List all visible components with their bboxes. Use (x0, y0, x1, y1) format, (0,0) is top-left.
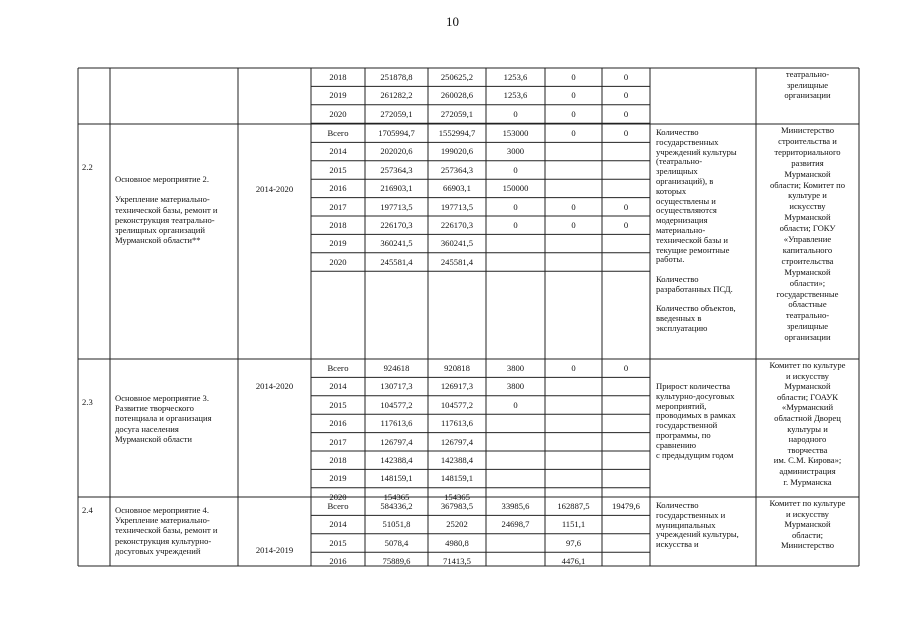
indicator-line: муниципальных (656, 519, 716, 530)
executor-line: г. Мурманска (783, 476, 832, 487)
value-cell: 0 (571, 201, 576, 212)
value-cell: 924618 (383, 363, 410, 373)
indicator-line: сравнению (656, 439, 697, 450)
executor-line: культуре и (788, 190, 827, 201)
executor-line: Комитет по культуре (769, 498, 846, 508)
year-cell: Всего (327, 501, 349, 511)
value-cell: 245581,4 (380, 256, 413, 267)
value-cell: 260028,6 (440, 90, 474, 101)
value-cell: 1253,6 (503, 72, 528, 82)
executor-line: организации (784, 90, 831, 101)
indicator-line: Прирост количества (656, 381, 731, 391)
executor-line: области; ГОКУ (779, 223, 836, 234)
executor-line: областной Дворец (774, 413, 841, 423)
value-cell: 0 (513, 399, 518, 410)
executor-line: территориального (774, 146, 841, 157)
year-cell: Всего (327, 128, 349, 138)
indicator-line: государственных и (656, 509, 726, 520)
executor-line: и искусству (786, 508, 829, 519)
value-cell: 104577,2 (440, 399, 474, 410)
value-cell: 202020,6 (380, 146, 413, 157)
executor-line: Министерство (781, 125, 834, 135)
indicator-line: мероприятий, (656, 400, 707, 411)
value-cell: 0 (571, 72, 576, 82)
value-cell: 4476,1 (561, 556, 586, 567)
indicator-line: осуществляются (656, 205, 717, 216)
value-cell: 71413,5 (443, 556, 471, 567)
year-cell: 2020 (329, 256, 347, 267)
value-cell: 0 (513, 220, 518, 230)
page-number: 10 (446, 14, 459, 29)
value-cell: 0 (623, 363, 629, 373)
value-cell: 154365 (383, 491, 410, 502)
measure-name-line: Мурманской области (115, 433, 193, 444)
value-cell: 0 (623, 72, 629, 82)
value-cell: 360241,5 (380, 238, 413, 249)
year-cell: 2017 (329, 436, 347, 447)
executor-line: Министерство (781, 540, 834, 551)
executor-line: творчества (787, 444, 828, 455)
measure-name-line: Основное мероприятие 2. (115, 174, 209, 184)
value-cell: 272059,1 (380, 108, 413, 119)
value-cell: 24698,7 (501, 519, 530, 530)
indicator-line: Количество (656, 127, 699, 137)
value-cell: 148159,1 (440, 473, 474, 484)
value-cell: 0 (623, 128, 629, 138)
executor-line: и искусству (786, 370, 829, 381)
measure-name-line: досуговых учреждений (115, 545, 201, 556)
executor-line: организации (784, 332, 831, 343)
year-cell: 2015 (329, 164, 347, 175)
indicator-line: материально- (656, 225, 706, 235)
value-cell: 272059,1 (440, 108, 474, 119)
indicator-line: организаций), в (656, 176, 714, 186)
value-cell: 142388,4 (440, 455, 474, 465)
row-number: 2.2 (82, 162, 93, 172)
value-cell: 162887,5 (557, 501, 590, 511)
value-cell: 197713,5 (380, 201, 413, 212)
measure-name-line: Развитие творческого (115, 403, 194, 414)
measure-name-line: Мурманской области** (115, 235, 201, 246)
value-cell: 250625,2 (440, 72, 474, 82)
indicator-line: модернизация (656, 215, 708, 226)
measure-name-line: Основное мероприятие 4. (115, 505, 209, 515)
value-cell: 126797,4 (380, 436, 413, 447)
value-cell: 126917,3 (440, 381, 474, 392)
year-cell: 2017 (329, 201, 347, 212)
indicator-line: текущие ремонтные (656, 244, 730, 255)
value-cell: 261282,2 (380, 90, 413, 101)
value-cell: 197713,5 (440, 201, 474, 212)
value-cell: 33985,6 (501, 501, 530, 511)
period: 2014-2019 (255, 545, 294, 555)
value-cell: 0 (513, 201, 518, 212)
value-cell: 154365 (444, 491, 470, 502)
value-cell: 584336,2 (380, 501, 413, 511)
row-number: 2.3 (82, 397, 93, 407)
value-cell: 117613,6 (380, 418, 413, 429)
executor-line: государственные (776, 288, 839, 299)
value-cell: 0 (623, 201, 629, 212)
year-cell: 2019 (329, 238, 347, 249)
executor-line: народного (788, 434, 827, 445)
measure-name-line: Укрепление материально- (115, 515, 210, 526)
value-cell: 0 (571, 128, 576, 138)
value-cell: 4980,8 (445, 537, 469, 548)
executor-line: зрелищные (786, 79, 829, 90)
period: 2014-2020 (255, 184, 294, 194)
value-cell: 257364,3 (380, 164, 413, 175)
row-number: 2.4 (82, 505, 93, 515)
indicator-line: искусства и (656, 539, 699, 550)
measure-name-line: технической базы, ремонт и (115, 525, 218, 536)
executor-line: капитального (782, 244, 833, 255)
indicator-line: Количество (656, 500, 699, 510)
executor-line: Мурманской (784, 381, 831, 392)
executor-line: зрелищные (786, 321, 829, 332)
indicator-line: культурно-досуговых (656, 390, 735, 401)
value-cell: 257364,3 (440, 164, 474, 175)
value-cell: 226170,3 (440, 220, 474, 230)
indicator-line: учреждений культуры (656, 146, 737, 157)
value-cell: 251878,8 (380, 72, 413, 82)
value-cell: 150000 (502, 183, 529, 194)
executor-line: строительства и (778, 135, 837, 146)
value-cell: 3000 (506, 146, 525, 157)
executor-line: области; Комитет по (769, 179, 846, 190)
value-cell: 1552994,7 (438, 128, 476, 138)
executor-line: Мурманской (784, 266, 831, 277)
value-cell: 0 (513, 108, 518, 119)
value-cell: 245581,4 (440, 256, 474, 267)
executor-line: области»; (789, 277, 826, 288)
year-cell: 2019 (329, 473, 347, 484)
executor-line: театрально- (785, 69, 830, 79)
indicator-line: проводимых в рамках (656, 410, 736, 421)
value-cell: 3800 (506, 363, 525, 373)
executor-line: строительства (781, 255, 834, 266)
year-cell: 2019 (329, 90, 347, 101)
value-cell: 142388,4 (380, 455, 413, 465)
executor-line: Мурманской (784, 519, 831, 530)
executor-line: искусству (789, 201, 826, 212)
measure-name-line: Основное мероприятие 3. (115, 393, 209, 403)
value-cell: 360241,5 (440, 238, 474, 249)
indicator-line: введенных в (656, 313, 702, 324)
measure-name-line: досуга населения (115, 423, 179, 434)
measure-name-line: потенциала и организация (115, 413, 212, 424)
executor-line: культуры и (787, 423, 828, 434)
value-cell: 0 (571, 108, 576, 119)
year-cell: 2016 (329, 183, 347, 194)
indicator-line: разработанных ПСД. (656, 283, 733, 294)
value-cell: 126797,4 (440, 436, 474, 447)
value-cell: 1253,6 (503, 90, 528, 101)
indicator-line: государственной (656, 420, 718, 431)
value-cell: 199020,6 (440, 146, 474, 157)
indicator-line: эксплуатацию (656, 323, 708, 333)
indicator-line: которых (656, 185, 687, 196)
value-cell: 367983,5 (440, 501, 474, 511)
value-cell: 0 (513, 164, 518, 175)
value-cell: 1705994,7 (378, 128, 415, 138)
value-cell: 920818 (444, 363, 470, 373)
year-cell: 2014 (329, 519, 347, 530)
year-cell: 2016 (329, 556, 347, 567)
executor-line: театрально- (785, 310, 830, 321)
value-cell: 104577,2 (380, 399, 413, 410)
value-cell: 130717,3 (380, 381, 413, 392)
indicator-line: Количество объектов, (656, 303, 736, 314)
year-cell: 2018 (329, 220, 347, 230)
value-cell: 3800 (506, 381, 525, 392)
executor-line: Мурманской (784, 168, 831, 179)
value-cell: 51051,8 (382, 519, 411, 530)
measure-name-line: реконструкция культурно- (115, 535, 212, 546)
year-cell: 2014 (329, 146, 347, 157)
year-cell: 2015 (329, 537, 347, 548)
value-cell: 25202 (446, 519, 468, 530)
value-cell: 226170,3 (380, 220, 413, 230)
executor-line: Комитет по культуре (769, 360, 846, 370)
executor-line: области; ГОАУК (776, 391, 839, 402)
indicator-line: работы. (656, 254, 685, 265)
value-cell: 19479,6 (612, 501, 640, 511)
year-cell: 2020 (329, 491, 347, 502)
measure-name-line: технической базы, ремонт и (115, 204, 218, 215)
value-cell: 0 (623, 108, 629, 119)
executor-line: области; (791, 529, 824, 540)
value-cell: 0 (571, 363, 576, 373)
value-cell: 216903,1 (380, 183, 413, 194)
measure-name-line: зрелищных организаций (115, 225, 205, 235)
indicator-line: технической базы и (656, 234, 729, 245)
value-cell: 75889,6 (382, 556, 411, 567)
executor-line: областные (788, 299, 827, 310)
indicator-line: с предыдущим годом (656, 449, 734, 460)
indicator-line: (театрально- (656, 156, 703, 167)
measure-name-line: реконструкция театрально- (115, 214, 215, 225)
year-cell: 2014 (329, 381, 347, 392)
executor-line: «Мурманский (781, 402, 834, 413)
value-cell: 97,6 (565, 537, 582, 548)
year-cell: 2020 (329, 108, 347, 119)
executor-line: «Управление (783, 234, 832, 244)
year-cell: 2018 (329, 72, 347, 82)
value-cell: 66903,1 (443, 183, 471, 194)
value-cell: 0 (623, 220, 629, 230)
executor-line: Мурманской (784, 212, 831, 223)
year-cell: 2018 (329, 455, 347, 465)
value-cell: 0 (623, 90, 629, 101)
year-cell: 2015 (329, 399, 347, 410)
indicator-line: Количество (656, 274, 699, 284)
value-cell: 5078,4 (384, 537, 409, 548)
indicator-line: программы, по (656, 430, 711, 440)
executor-line: развития (791, 157, 824, 168)
executor-line: им. С.М. Кирова»; (773, 455, 842, 466)
indicator-line: государственных (656, 136, 719, 147)
indicator-line: учреждений культуры, (656, 529, 739, 540)
measure-name-line: Укрепление материально- (115, 194, 210, 205)
value-cell: 148159,1 (380, 473, 413, 484)
indicator-line: зрелищных (656, 166, 698, 177)
value-cell: 0 (571, 90, 576, 101)
value-cell: 1151,1 (561, 519, 586, 530)
period: 2014-2020 (255, 381, 294, 391)
year-cell: 2016 (329, 418, 347, 429)
indicator-line: осуществлены и (656, 195, 716, 206)
value-cell: 0 (571, 220, 576, 230)
executor-line: администрация (779, 466, 836, 476)
value-cell: 153000 (502, 128, 529, 138)
year-cell: Всего (327, 363, 349, 373)
value-cell: 117613,6 (441, 418, 473, 429)
